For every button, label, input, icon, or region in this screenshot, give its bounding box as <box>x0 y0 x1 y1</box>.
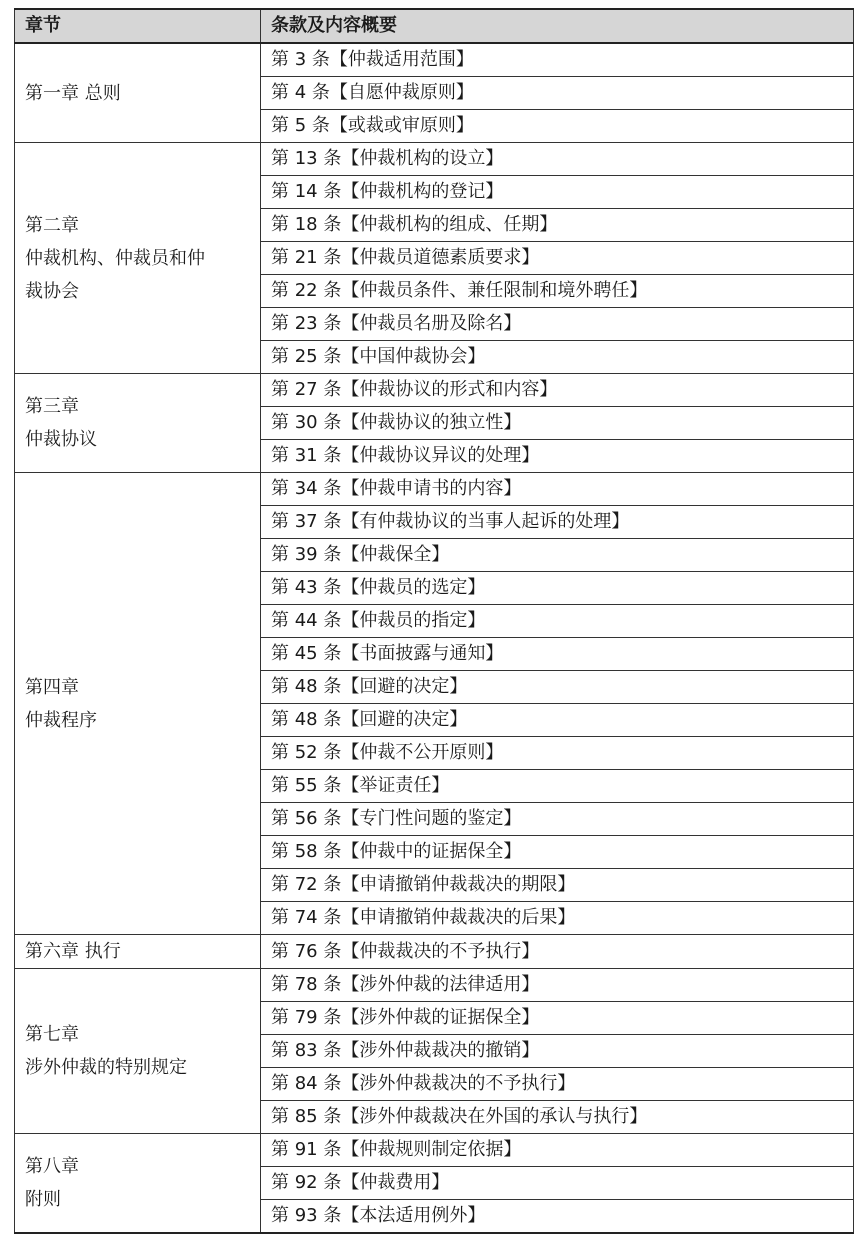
chapter-cell <box>15 1134 261 1234</box>
clause-cell: 第 21 条【仲裁员道德素质要求】 <box>261 242 854 275</box>
clause-cell: 第 13 条【仲裁机构的设立】 <box>261 143 854 176</box>
clause-cell: 第 44 条【仲裁员的指定】 <box>261 605 854 638</box>
clause-cell: 第 25 条【中国仲裁协会】 <box>261 341 854 374</box>
clause-cell: 第 43 条【仲裁员的选定】 <box>261 572 854 605</box>
chapter-cell <box>15 374 261 473</box>
chapter-cell <box>15 473 261 935</box>
clause-cell: 第 92 条【仲裁费用】 <box>261 1167 854 1200</box>
clause-cell: 第 58 条【仲裁中的证据保全】 <box>261 836 854 869</box>
clause-cell: 第 34 条【仲裁申请书的内容】 <box>261 473 854 506</box>
clause-cell: 第 56 条【专门性问题的鉴定】 <box>261 803 854 836</box>
chapter-title-line: 第三章 <box>25 396 79 417</box>
chapter-title-line: 第四章 <box>25 676 79 698</box>
clause-cell: 第 83 条【涉外仲裁裁决的撤销】 <box>261 1035 854 1068</box>
chapter-title-line: 涉外仲裁的特别规定 <box>25 1057 187 1078</box>
clause-cell: 第 78 条【涉外仲裁的法律适用】 <box>261 969 854 1002</box>
clause-table <box>14 8 854 1234</box>
table-row <box>15 1134 854 1167</box>
clause-cell: 第 85 条【涉外仲裁裁决在外国的承认与执行】 <box>261 1101 854 1134</box>
clause-cell: 第 5 条【或裁或审原则】 <box>261 110 854 143</box>
table-row <box>15 374 854 407</box>
chapter-title-line: 裁协会 <box>25 280 79 302</box>
clause-cell: 第 3 条【仲裁适用范围】 <box>261 43 854 77</box>
table-row <box>15 43 854 77</box>
clause-cell: 第 79 条【涉外仲裁的证据保全】 <box>261 1002 854 1035</box>
clause-cell: 第 48 条【回避的决定】 <box>261 704 854 737</box>
clause-cell: 第 48 条【回避的决定】 <box>261 671 854 704</box>
header-row <box>15 9 854 43</box>
clause-cell: 第 52 条【仲裁不公开原则】 <box>261 737 854 770</box>
clause-cell: 第 72 条【申请撤销仲裁裁决的期限】 <box>261 869 854 902</box>
table-row <box>15 143 854 176</box>
clause-cell: 第 30 条【仲裁协议的独立性】 <box>261 407 854 440</box>
clause-cell: 第 23 条【仲裁员名册及除名】 <box>261 308 854 341</box>
clause-cell: 第 93 条【本法适用例外】 <box>261 1200 854 1234</box>
header-clauses: 条款及内容概要 <box>261 9 854 43</box>
clause-table-container <box>14 8 853 1234</box>
table-body <box>15 43 854 1233</box>
clause-cell: 第 76 条【仲裁裁决的不予执行】 <box>261 935 854 969</box>
clause-cell: 第 39 条【仲裁保全】 <box>261 539 854 572</box>
chapter-cell <box>15 969 261 1134</box>
header-chapter: 章节 <box>15 9 261 43</box>
clause-cell: 第 74 条【申请撤销仲裁裁决的后果】 <box>261 902 854 935</box>
clause-cell: 第 22 条【仲裁员条件、兼任限制和境外聘任】 <box>261 275 854 308</box>
chapter-title-line: 第七章 <box>25 1024 79 1045</box>
table-row <box>15 473 854 506</box>
clause-cell: 第 84 条【涉外仲裁裁决的不予执行】 <box>261 1068 854 1101</box>
chapter-cell <box>15 143 261 374</box>
clause-cell: 第 4 条【自愿仲裁原则】 <box>261 77 854 110</box>
chapter-title-line: 第六章 执行 <box>25 941 121 962</box>
clause-cell: 第 45 条【书面披露与通知】 <box>261 638 854 671</box>
table-header <box>15 9 854 43</box>
chapter-title-line: 仲裁机构、仲裁员和仲 <box>25 247 205 269</box>
clause-cell: 第 37 条【有仲裁协议的当事人起诉的处理】 <box>261 506 854 539</box>
clause-cell: 第 55 条【举证责任】 <box>261 770 854 803</box>
chapter-title-line: 第八章 <box>25 1156 79 1177</box>
chapter-title-line: 第二章 <box>25 214 79 236</box>
chapter-title-line: 仲裁协议 <box>25 429 97 450</box>
chapter-title-line: 第一章 总则 <box>25 82 121 104</box>
table-row <box>15 935 854 969</box>
chapter-cell <box>15 43 261 143</box>
clause-cell: 第 14 条【仲裁机构的登记】 <box>261 176 854 209</box>
chapter-cell <box>15 935 261 969</box>
clause-cell: 第 18 条【仲裁机构的组成、任期】 <box>261 209 854 242</box>
clause-cell: 第 27 条【仲裁协议的形式和内容】 <box>261 374 854 407</box>
clause-cell: 第 31 条【仲裁协议异议的处理】 <box>261 440 854 473</box>
chapter-title-line: 仲裁程序 <box>25 709 97 731</box>
chapter-title-line: 附则 <box>25 1189 61 1210</box>
clause-cell: 第 91 条【仲裁规则制定依据】 <box>261 1134 854 1167</box>
table-row <box>15 969 854 1002</box>
